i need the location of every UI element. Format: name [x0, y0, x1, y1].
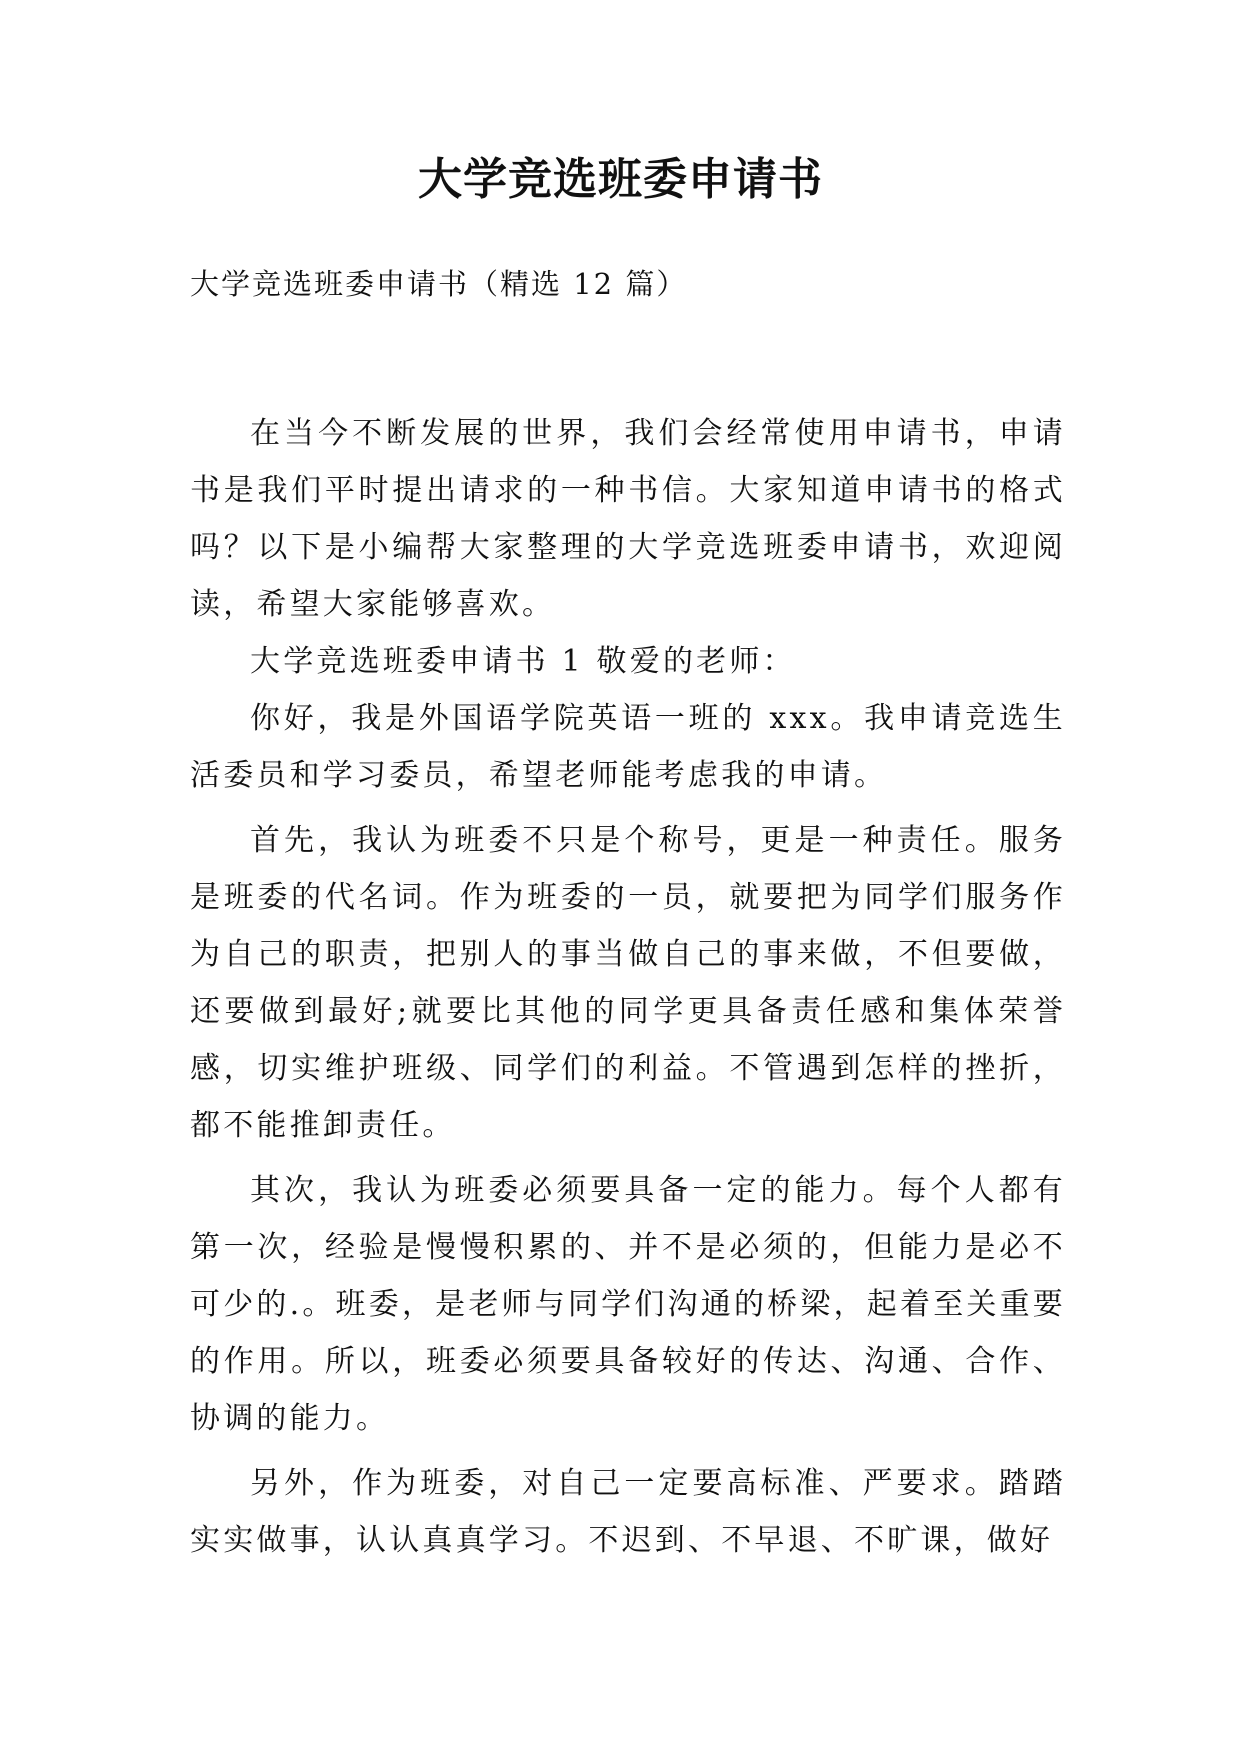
document-body — [190, 405, 1066, 1569]
paragraph-ability: 其次，我认为班委必须要具备一定的能力。每个人都有第一次，经验是慢慢积累的、并不是必须的，但能力是必不可少的.。班委，是老师与同学们沟通的桥梁，起着至关重要的作用。所以，班委必须要具备较好的传达、沟通、合作、协调的能力。 — [190, 1173, 1066, 1436]
paragraph-salutation: 大学竞选班委申请书 1 敬爱的老师： — [250, 644, 796, 679]
document-subtitle: 大学竞选班委申请书（精选 12 篇） — [190, 267, 688, 301]
paragraph-standards: 另外，作为班委，对自己一定要高标准、严要求。踏踏实实做事，认认真真学习。不迟到、不早退、不旷课，做好 — [190, 1466, 1066, 1558]
paragraph-responsibility: 首先，我认为班委不只是个称号，更是一种责任。服务是班委的代名词。作为班委的一员，就要把为同学们服务作为自己的职责，把别人的事当做自己的事来做，不但要做，还要做到最好;就要比其他的同学更具备责任感和集体荣誉感，切实维护班级、同学们的利益。不管遇到怎样的挫折，都不能推卸责任。 — [190, 823, 1066, 1143]
paragraph-greeting: 你好，我是外国语学院英语一班的 xxx。我申请竞选生活委员和学习委员，希望老师能考虑我的申请。 — [190, 701, 1066, 793]
document-title: 大学竞选班委申请书 — [418, 154, 823, 205]
paragraph-intro: 在当今不断发展的世界，我们会经常使用申请书，申请书是我们平时提出请求的一种书信。大家知道申请书的格式吗？以下是小编帮大家整理的大学竞选班委申请书，欢迎阅读，希望大家能够喜欢。 — [190, 416, 1066, 622]
